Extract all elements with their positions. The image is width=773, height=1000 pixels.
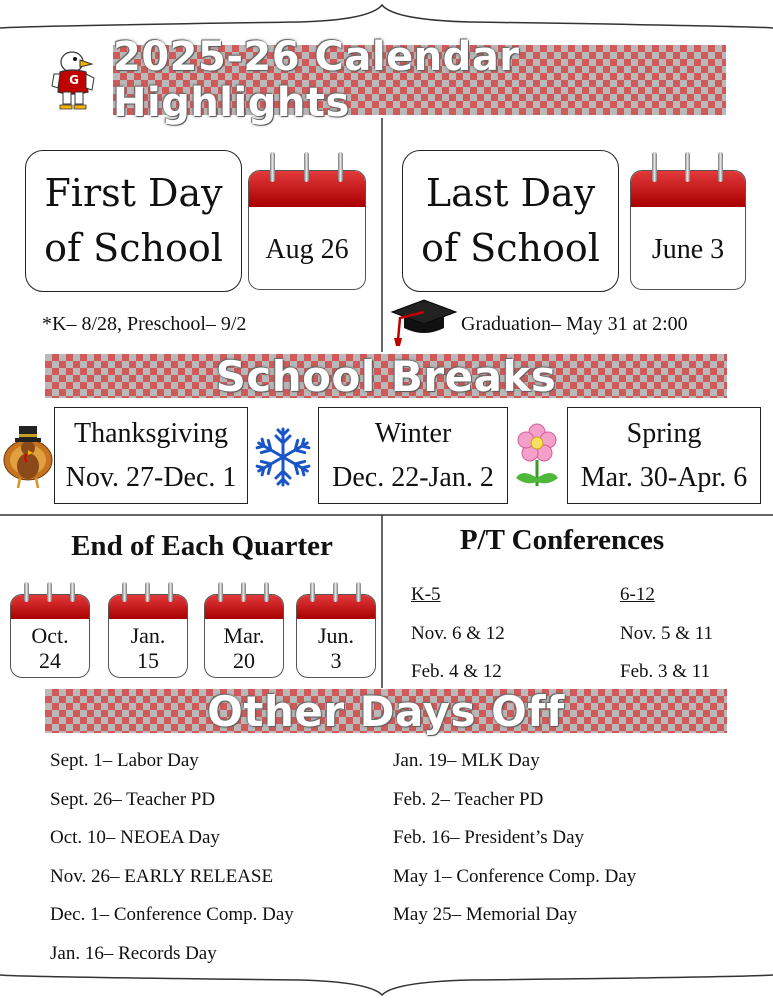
last-day-date: June 3 — [651, 233, 725, 265]
days-off-right-list — [393, 742, 636, 935]
list-item: May 25– Memorial Day — [393, 904, 578, 925]
mascot-letter: G — [69, 73, 79, 87]
list-item: Jan. 19– MLK Day — [393, 750, 540, 771]
k5-date-1: Nov. 6 & 12 — [411, 622, 505, 644]
g612-label: 6-12 — [620, 584, 655, 605]
conferences-title: P/T Conferences — [459, 524, 665, 556]
first-day-line1: First Day — [44, 170, 223, 215]
days-off-title: Other Days Off — [207, 686, 565, 736]
breaks-title: School Breaks — [215, 351, 557, 401]
winter-dates: Dec. 22-Jan. 2 — [332, 461, 494, 493]
conferences-6-12 — [620, 576, 713, 692]
list-item: Sept. 26– Teacher PD — [50, 788, 216, 810]
g612-date-2: Feb. 3 & 11 — [620, 661, 711, 682]
list-item: Feb. 16– President’s Day — [393, 827, 585, 848]
list-item: Oct. 10– NEOEA Day — [50, 827, 220, 848]
k5-label: K-5 — [411, 584, 441, 605]
conferences-k5 — [411, 576, 505, 692]
spring-box — [567, 407, 761, 504]
days-off-banner — [45, 686, 727, 736]
winter-box — [318, 407, 508, 504]
first-day-line2: of School — [44, 226, 223, 270]
winter-name: Winter — [374, 418, 452, 450]
first-day-box — [25, 150, 242, 292]
quarter-3-calendar — [204, 582, 284, 678]
list-item: Dec. 1– Conference Comp. Day — [50, 904, 294, 925]
thanksgiving-name: Thanksgiving — [74, 418, 228, 450]
quarter-1-month: Oct. — [31, 622, 69, 648]
quarter-4-calendar — [296, 582, 376, 678]
k5-date-2: Feb. 4 & 12 — [411, 661, 502, 682]
g612-date-1: Nov. 5 & 11 — [620, 622, 714, 644]
days-off-left-list — [50, 742, 294, 973]
thanksgiving-box — [54, 407, 248, 504]
first-day-date: Aug 26 — [265, 233, 349, 265]
snowflake-icon — [252, 426, 314, 488]
last-day-line1: Last Day — [425, 170, 596, 215]
list-item: Feb. 2– Teacher PD — [393, 788, 544, 810]
list-item: Jan. 16– Records Day — [50, 942, 217, 964]
quarter-4-month: Jun. — [317, 622, 355, 648]
last-day-line2: of School — [421, 226, 600, 270]
list-item: Sept. 1– Labor Day — [50, 750, 199, 771]
quarter-1-calendar — [10, 582, 90, 678]
last-day-calendar-icon — [630, 152, 746, 290]
thanksgiving-dates: Nov. 27-Dec. 1 — [65, 461, 237, 493]
breaks-banner — [45, 351, 727, 401]
turkey-icon — [2, 420, 54, 490]
spring-dates: Mar. 30-Apr. 6 — [580, 461, 748, 493]
quarters-title: End of Each Quarter — [71, 530, 333, 562]
quarter-2-month: Jan. — [130, 622, 166, 648]
quarter-3-month: Mar. — [223, 622, 265, 648]
graduation-cap-icon — [388, 296, 458, 348]
flower-icon — [512, 420, 562, 492]
quarter-3-day: 20 — [233, 648, 255, 673]
title-banner — [113, 34, 726, 126]
quarter-4-day: 3 — [330, 648, 342, 673]
quarter-2-calendar — [108, 582, 188, 678]
first-day-note: *K– 8/28, Preschool– 9/2 — [42, 313, 247, 335]
list-item: Nov. 26– EARLY RELEASE — [50, 865, 274, 887]
quarter-2-day: 15 — [137, 648, 159, 673]
spring-name: Spring — [626, 418, 702, 450]
first-day-calendar-icon — [248, 152, 366, 290]
list-item: May 1– Conference Comp. Day — [393, 865, 637, 887]
page-title: 2025-26 Calendar Highlights — [113, 34, 520, 126]
graduation-note: Graduation– May 31 at 2:00 — [461, 313, 688, 335]
quarter-1-day: 24 — [39, 648, 61, 673]
last-day-box — [402, 150, 619, 292]
